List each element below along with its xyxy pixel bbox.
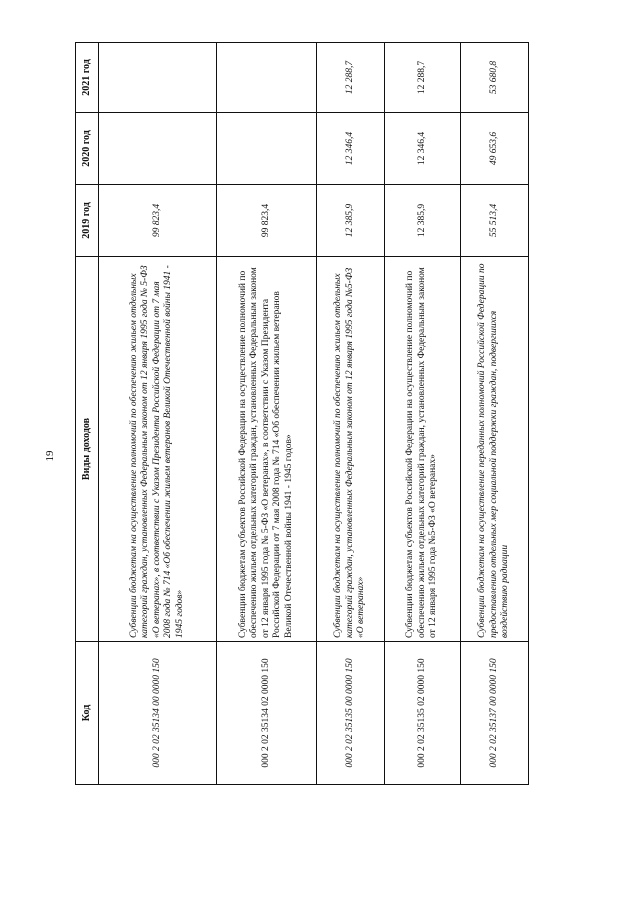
row-value-2019: 99 823,4 — [99, 185, 217, 257]
row-value-2020: 49 653,6 — [461, 113, 529, 185]
row-code: 000 2 02 35137 00 0000 150 — [461, 642, 529, 785]
row-value-2021: 12 288,7 — [385, 43, 461, 113]
table-header-row — [76, 43, 99, 785]
revenue-table — [75, 42, 529, 785]
row-description: Субвенции бюджетам на осуществление полномочий по обеспечению жильем отдельных категорий граждан, установленных Федеральным законом от 12 января 1995 года № 5-ФЗ «О ветеранах», в соответствии с Указом Президента Российской Федерации от 7 мая 2008 года № 714 «Об обеспечении жильем ветеранов Великой Отечественной войны 1941 - 1945 годов» — [99, 257, 217, 642]
row-code: 000 2 02 35135 00 0000 150 — [317, 642, 385, 785]
table-row — [217, 43, 317, 785]
page-number: 19 — [44, 450, 56, 462]
table-row — [385, 43, 461, 785]
row-value-2020 — [99, 113, 217, 185]
row-value-2021 — [99, 43, 217, 113]
table-container — [75, 43, 511, 785]
row-value-2019: 55 513,4 — [461, 185, 529, 257]
row-code: 000 2 02 35134 00 0000 150 — [99, 642, 217, 785]
row-value-2020: 12 346,4 — [317, 113, 385, 185]
header-2021: 2021 год — [76, 43, 99, 113]
row-value-2021: 53 680,8 — [461, 43, 529, 113]
row-value-2019: 99 823,4 — [217, 185, 317, 257]
rotated-table-frame — [75, 43, 511, 785]
row-description: Субвенции бюджетам на осуществление переданных полномочий Российской Федерации по предоставлению отдельных мер социальной поддержки граждан, подвергшихся воздействию радиации — [461, 257, 529, 642]
row-description: Субвенции бюджетам субъектов Российской Федерации на осуществление полномочий по обеспечению жильем отдельных категорий граждан, установленных Федеральным законом от 12 января 1995 года № 5-ФЗ «О ветеранах», в соответствии с Указом Президента Российской Федерации от 7 мая 2008 года № 714 «Об обеспечении жильем ветеранов Великой Отечественной войны 1941 - 1945 годов» — [217, 257, 317, 642]
row-value-2020 — [217, 113, 317, 185]
table-row — [461, 43, 529, 785]
header-2020: 2020 год — [76, 113, 99, 185]
header-revenue-type: Виды доходов — [76, 257, 99, 642]
row-code: 000 2 02 35134 02 0000 150 — [217, 642, 317, 785]
table-row — [99, 43, 217, 785]
header-2019: 2019 год — [76, 185, 99, 257]
row-value-2020: 12 346,4 — [385, 113, 461, 185]
table-row — [317, 43, 385, 785]
header-code: Код — [76, 642, 99, 785]
row-description: Субвенции бюджетам субъектов Российской Федерации на осуществление полномочий по обеспечению жильем отдельных категорий граждан, установленных Федеральным законом от 12 января 1995 года №5-ФЗ «О ветеранах» — [385, 257, 461, 642]
row-value-2021 — [217, 43, 317, 113]
row-value-2019: 12 385,9 — [385, 185, 461, 257]
row-description: Субвенции бюджетам на осуществление полномочий по обеспечению жильем отдельных категорий граждан, установленных Федеральным законом от 12 января 1995 года №5-ФЗ «О ветеранах» — [317, 257, 385, 642]
row-value-2021: 12 288,7 — [317, 43, 385, 113]
row-value-2019: 12 385,9 — [317, 185, 385, 257]
row-code: 000 2 02 35135 02 0000 150 — [385, 642, 461, 785]
